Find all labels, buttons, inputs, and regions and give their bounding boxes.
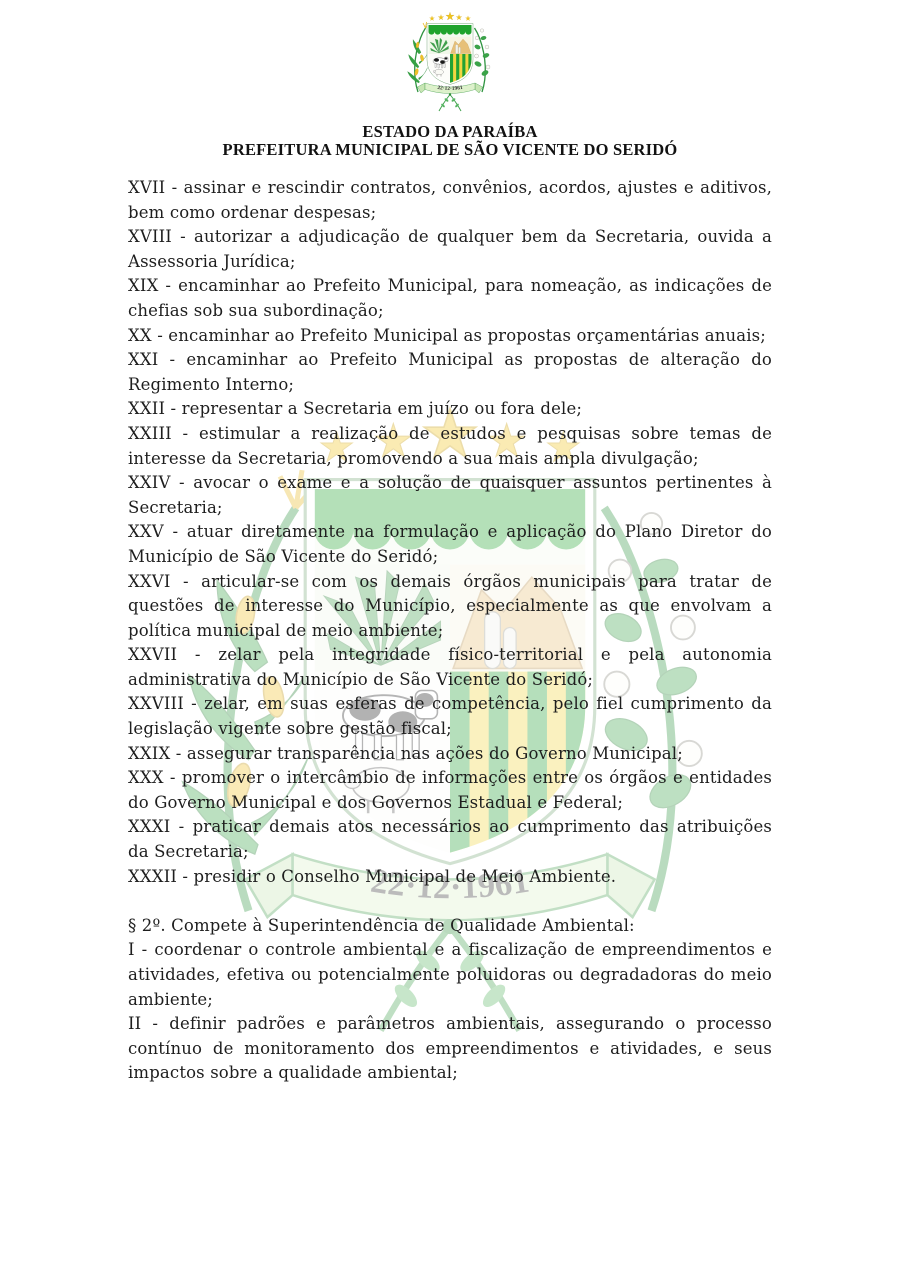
doc-item-xxxii: XXXII - presidir o Conselho Municipal de Meio Ambiente. bbox=[128, 866, 617, 886]
doc-item-xxvi: XXVI - articular-se com os demais órgãos municipais para tratar de questões de interesse do Município, especialmente as que envolvam a política municipal de meio ambiente; bbox=[128, 571, 772, 640]
coat-of-arms-icon bbox=[400, 8, 500, 123]
document-header bbox=[0, 8, 900, 159]
doc-item-xxiii: XXIII - estimular a realização de estudos e pesquisas sobre temas de interesse da Secretaria, promovendo a sua mais ampla divulgação; bbox=[128, 423, 772, 468]
doc-item-xxvii: XXVII - zelar pela integridade físico-territorial e pela autonomia administrativa do Município de São Vicente do Seridó; bbox=[128, 645, 772, 689]
doc-item-xxx: XXX - promover o intercâmbio de informações entre os órgãos e entidades do Governo Municipal e dos Governos Estadual e Federal; bbox=[128, 768, 772, 812]
header-state-line: ESTADO DA PARAÍBA bbox=[362, 122, 538, 141]
doc-item-xviii: XVIII - autorizar a adjudicação de qualquer bem da Secretaria, ouvida a Assessoria Jurídica; bbox=[128, 227, 772, 271]
doc-item-xxiv: XXIV - avocar o exame e a solução de quaisquer assuntos pertinentes à Secretaria; bbox=[128, 473, 772, 517]
doc-item-xxix: XXIX - assegurar transparência nas ações do Governo Municipal; bbox=[128, 743, 683, 763]
document-body bbox=[128, 176, 772, 1086]
doc-item-i: I - coordenar o controle ambiental e a fiscalização de empreendimentos e atividades, efetiva ou potencialmente poluidoras ou degradadoras do meio ambiente; bbox=[128, 940, 772, 1009]
doc-item-xix: XIX - encaminhar ao Prefeito Municipal, para nomeação, as indicações de chefias sob sua subordinação; bbox=[128, 276, 772, 320]
doc-item-xxviii: XXVIII - zelar, em suas esferas de competência, pelo fiel cumprimento da legislação vigente sobre gestão fiscal; bbox=[128, 694, 772, 739]
doc-item-ii: II - definir padrões e parâmetros ambientais, assegurando o processo contínuo de monitoramento dos empreendimentos e atividades, e seus impactos sobre a qualidade ambiental; bbox=[128, 1014, 772, 1083]
doc-item-xxxi: XXXI - praticar demais atos necessários ao cumprimento das atribuições da Secretaria; bbox=[128, 817, 772, 862]
doc-item-xvii: XVII - assinar e rescindir contratos, convênios, acordos, ajustes e aditivos, bem como ordenar despesas; bbox=[128, 178, 772, 222]
doc-paragraph-2: § 2º. Compete à Superintendência de Qualidade Ambiental: bbox=[128, 915, 635, 935]
doc-item-xxv: XXV - atuar diretamente na formulação e aplicação do Plano Diretor do Município de São Vicente do Seridó; bbox=[128, 522, 772, 566]
doc-item-xx: XX - encaminhar ao Prefeito Municipal as propostas orçamentárias anuais; bbox=[128, 325, 766, 345]
doc-item-xxi: XXI - encaminhar ao Prefeito Municipal as propostas de alteração do Regimento Interno; bbox=[128, 350, 772, 394]
header-municipality-line: PREFEITURA MUNICIPAL DE SÃO VICENTE DO SERIDÓ bbox=[222, 140, 678, 159]
doc-item-xxii: XXII - representar a Secretaria em juízo ou fora dele; bbox=[128, 399, 583, 419]
